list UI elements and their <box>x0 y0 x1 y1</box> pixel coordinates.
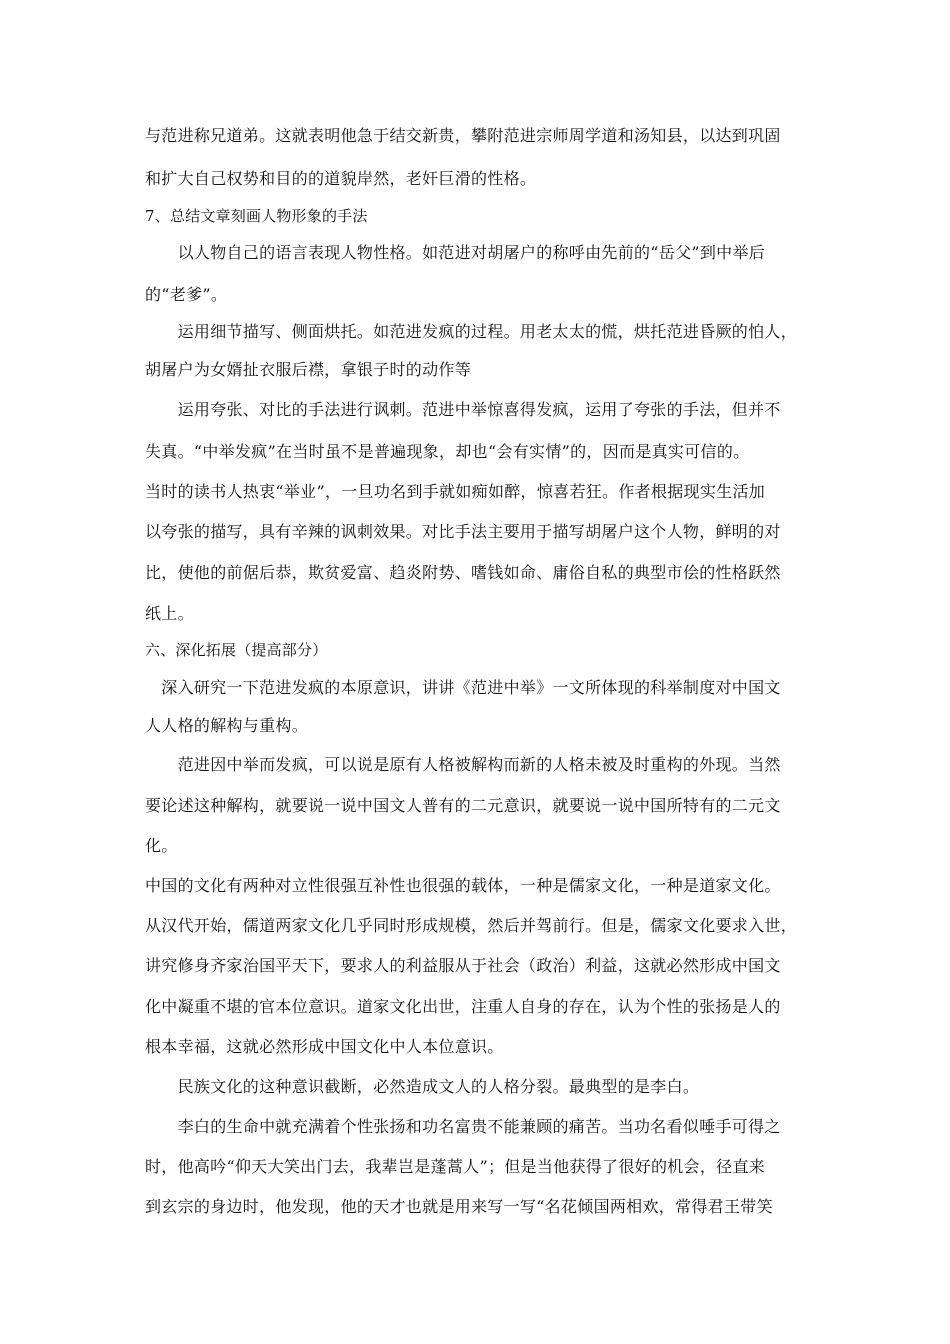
text-line: 以人物自己的语言表现人物性格。如范进对胡屠户的称呼由先前的“岳父”到中举后 <box>145 243 766 262</box>
section-heading: 7、总结文章刻画人物形象的手法 <box>145 207 368 225</box>
text-line: 以夸张的描写，具有辛辣的讽刺效果。对比手法主要用于描写胡屠户这个人物，鲜明的对 <box>145 522 781 541</box>
section-heading: 六、深化拓展（提高部分） <box>145 641 328 659</box>
text-line: 要论述这种解构，就要说一说中国文人普有的二元意识，就要说一说中国所特有的二元文 <box>145 796 781 815</box>
text-line: 中国的文化有两种对立性很强互补性也很强的载体，一种是儒家文化，一种是道家文化。 <box>145 876 781 895</box>
text-line: 与范进称兄道弟。这就表明他急于结交新贵，攀附范进宗师周学道和汤知县，以达到巩固 <box>145 126 781 145</box>
text-line: 运用细节描写、侧面烘托。如范进发疯的过程。用老太太的慌，烘托范进昏厥的怕人， <box>145 322 798 341</box>
text-line: 化中凝重不堪的官本位意识。道家文化出世，注重人自身的存在，认为个性的张扬是人的 <box>145 997 781 1016</box>
text-line: 根本幸福，这就必然形成中国文化中人本位意识。 <box>145 1037 504 1056</box>
text-line: 李白的生命中就充满着个性张扬和功名富贵不能兼顾的痛苦。当功名看似唾手可得之 <box>145 1117 781 1136</box>
text-line: 范进因中举而发疯，可以说是原有人格被解构而新的人格未被及时重构的外现。当然 <box>145 755 781 774</box>
text-line: 比，使他的前倨后恭，欺贫爱富、趋炎附势、嗜钱如命、庸俗自私的典型市侩的性格跃然 <box>145 563 781 582</box>
text-line: 民族文化的这种意识截断，必然造成文人的人格分裂。最典型的是李白。 <box>145 1077 700 1096</box>
text-line: 时，他高吟“仰天大笑出门去，我辈岂是蓬蒿人”；但是当他获得了很好的机会，径直来 <box>145 1157 766 1176</box>
text-line: 化。 <box>145 836 178 855</box>
text-line: 纸上。 <box>145 604 194 623</box>
text-line: 胡屠户为女婿扯衣服后襟，拿银子时的动作等 <box>145 360 472 379</box>
text-line: 从汉代开始，儒道两家文化几乎同时形成规模，然后并驾前行。但是，儒家文化要求入世， <box>145 916 798 935</box>
text-line: 的“老爹”。 <box>145 285 228 304</box>
text-line: 到玄宗的身边时，他发现，他的天才也就是用来写一写“名花倾国两相欢，常得君王带笑 <box>145 1197 773 1216</box>
text-line: 失真。“中举发疯”在当时虽不是普遍现象，却也“会有实情”的，因而是真实可信的。 <box>145 442 750 461</box>
text-line: 讲究修身齐家治国平天下，要求人的利益服从于社会（政治）利益，这就必然形成中国文 <box>145 956 781 975</box>
text-line: 当时的读书人热衷“举业”，一旦功名到手就如痴如醉，惊喜若狂。作者根据现实生活加 <box>145 482 766 501</box>
text-line: 人人格的解构与重构。 <box>145 716 309 735</box>
text-line: 深入研究一下范进发疯的本原意识，讲讲《范进中举》一文所体现的科举制度对中国文 <box>145 678 781 697</box>
text-line: 和扩大自己权势和目的的道貌岸然，老奸巨滑的性格。 <box>145 169 537 188</box>
text-line: 运用夸张、对比的手法进行讽刺。范进中举惊喜得发疯，运用了夸张的手法，但并不 <box>145 400 781 419</box>
